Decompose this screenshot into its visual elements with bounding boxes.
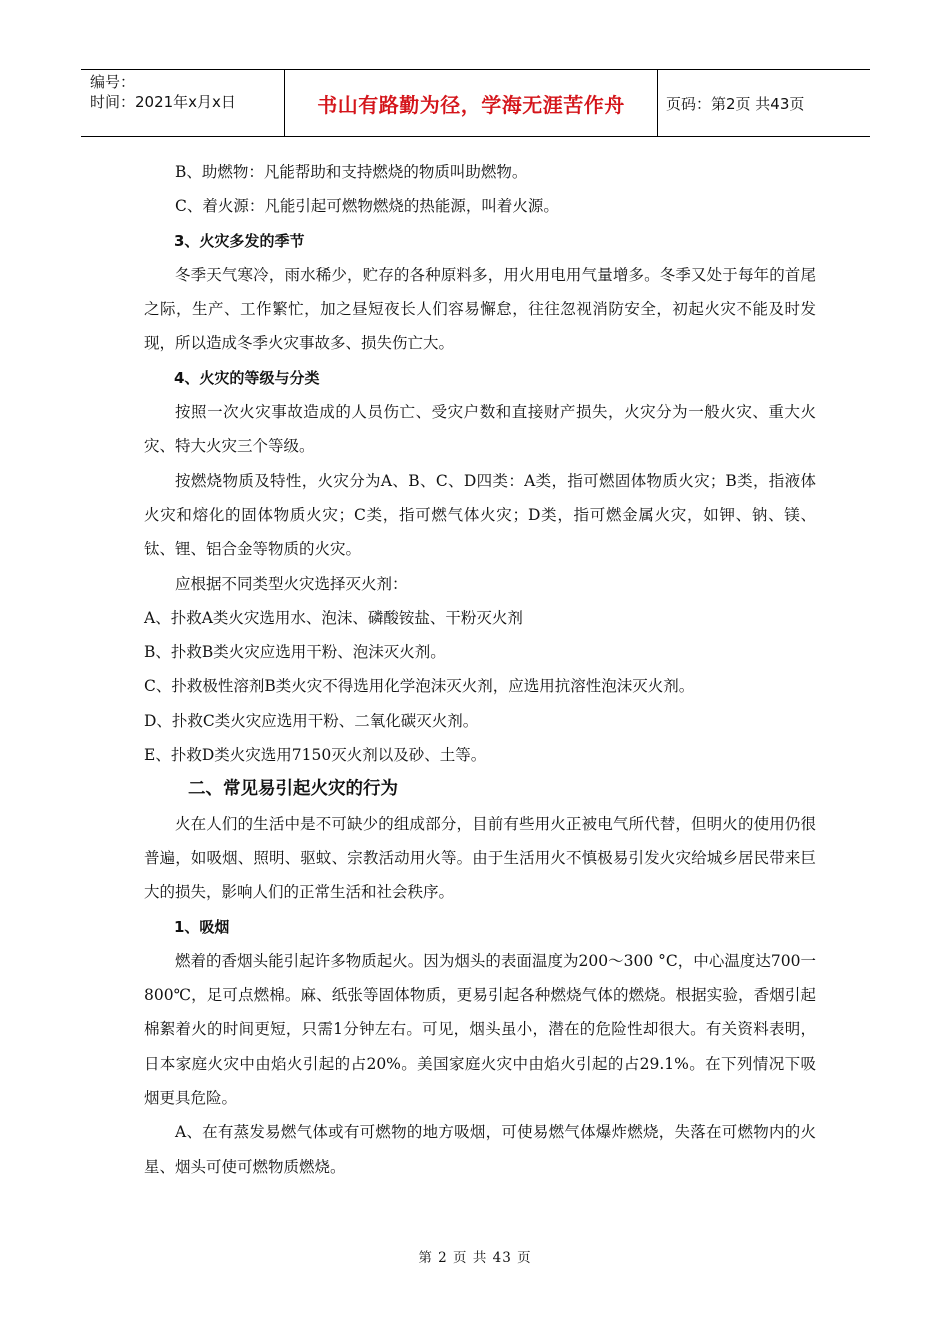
header-page-info: 页码：第2页 共43页 [666,94,805,113]
paragraph-fire-in-life: 火在人们的生活中是不可缺少的组成部分，目前有些用火正被电气所代替，但明火的使用仍很普遍，如吸烟、照明、驱蚊、宗教活动用火等。由于生活用火不慎极易引发火灾给城乡居民带来巨大的损失，影响人们的正常生活和社会秩序。 [144,814,816,902]
document-header [81,69,870,137]
paragraph-fire-season: 冬季天气寒冷，雨水稀少，贮存的各种原料多，用火用电用气量增多。冬季又处于每年的首尾之际，生产、工作繁忙，加之昼短夜长人们容易懈怠，往往忽视消防安全，初起火灾不能及时发现，所以造成冬季火灾事故多、损失伤亡大。 [144,265,816,353]
heading-smoking: 1、吸烟 [174,917,230,936]
list-item-class-c: D、扑救C类火灾应选用干粉、二氧化碳灭火剂。 [144,711,479,730]
document-body [144,155,816,1184]
heading-fire-season: 3、火灾多发的季节 [174,231,305,250]
paragraph-fire-classes: 按燃烧物质及特性，火灾分为A、B、C、D四类：A类，指可燃固体物质火灾；B类，指液体火灾和熔化的固体物质火灾；C类，指可燃气体火灾；D类，指可燃金属火灾，如钾、钠、镁、钛、锂、铝合金等物质的火灾。 [144,471,816,559]
page-footer: 第 2 页 共 43 页 [418,1250,532,1266]
header-left-cell [81,70,284,136]
list-item-class-b: B、扑救B类火灾应选用干粉、泡沫灭火剂。 [144,643,446,662]
paragraph-ignition-source: C、着火源：凡能引起可燃物燃烧的热能源，叫着火源。 [175,197,559,216]
list-item-polar-solvent: C、扑救极性溶剂B类火灾不得选用化学泡沫灭火剂，应选用抗溶性泡沫灭火剂。 [144,677,695,696]
paragraph-smoking: 燃着的香烟头能引起许多物质起火。因为烟头的表面温度为200～300 °C，中心温度达700一800℃，足可点燃棉。麻、纸张等固体物质，更易引起各种燃烧气体的燃烧。根据实验，香烟引起棉絮着火的时间更短，只需1分钟左右。可见，烟头虽小，潜在的危险性却很大。有关资料表明，日本家庭火灾中由焰火引起的占20%。美国家庭火灾中由焰火引起的占29.1%。在下列情况下吸烟更具危险。 [144,951,816,1108]
list-item-class-d: E、扑救D类火灾选用7150灭火剂以及砂、土等。 [144,746,487,765]
paragraph-smoking-danger-a: A、在有蒸发易燃气体或有可燃物的地方吸烟，可使易燃气体爆炸燃烧，失落在可燃物内的火星、烟头可使可燃物质燃烧。 [144,1123,816,1176]
document-date-label: 时间：2021年x月x日 [90,93,236,111]
paragraph-extinguisher-intro: 应根据不同类型火灾选择灭火剂： [175,574,408,593]
heading-fire-grade: 4、火灾的等级与分类 [174,368,320,387]
document-number-label: 编号： [90,73,136,91]
paragraph-combustion-supporter: B、助燃物：凡能帮助和支持燃烧的物质叫助燃物。 [175,163,528,181]
header-motto: 书山有路勤为径，学海无涯苦作舟 [317,92,625,117]
list-item-class-a: A、扑救A类火灾选用水、泡沫、磷酸铵盐、干粉灭火剂 [144,608,523,627]
section-heading-fire-behaviors: 二、常见易引起火灾的行为 [188,779,398,800]
header-motto-cell [284,70,658,136]
paragraph-fire-grade: 按照一次火灾事故造成的人员伤亡、受灾户数和直接财产损失，火灾分为一般火灾、重大火灾、特大火灾三个等级。 [144,403,816,456]
